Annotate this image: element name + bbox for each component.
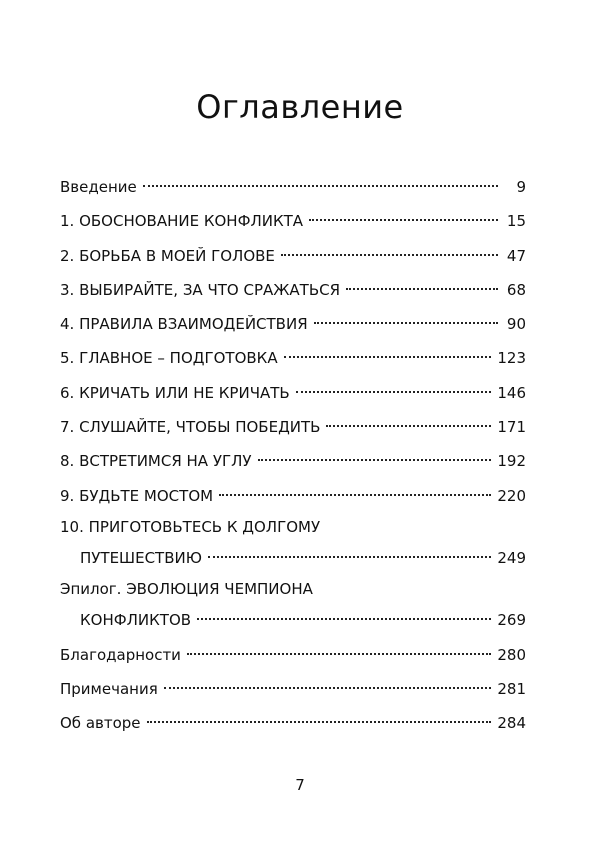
dot-leader <box>208 556 491 558</box>
toc-entry-page: 146 <box>497 383 526 402</box>
toc-entry-label: 7. СЛУШАЙТЕ, ЧТОБЫ ПОБЕДИТЬ <box>60 418 321 437</box>
toc-entry-epilogue[interactable] <box>60 575 526 637</box>
toc-entry-chapter-1[interactable] <box>60 204 526 238</box>
toc-entry-page: 192 <box>497 452 526 471</box>
toc-entry-notes[interactable] <box>60 672 526 706</box>
toc-entry-page: 47 <box>506 246 526 265</box>
toc-entry-page: 90 <box>506 315 526 334</box>
dot-leader <box>284 356 492 358</box>
toc-entry-chapter-2[interactable] <box>60 239 526 273</box>
table-of-contents <box>60 170 526 740</box>
toc-entry-chapter-6[interactable] <box>60 376 526 410</box>
toc-entry-acknowledgements[interactable] <box>60 638 526 672</box>
toc-entry-chapter-4[interactable] <box>60 307 526 341</box>
toc-entry-chapter-7[interactable] <box>60 410 526 444</box>
dot-leader <box>326 425 491 427</box>
page-number: 7 <box>295 776 305 794</box>
dot-leader <box>164 687 492 689</box>
toc-entry-label: 8. ВСТРЕТИМСЯ НА УГЛУ <box>60 452 252 471</box>
toc-entry-page: 123 <box>497 349 526 368</box>
dot-leader <box>314 322 498 324</box>
toc-entry-label: Введение <box>60 178 137 196</box>
dot-leader <box>309 219 498 221</box>
dot-leader <box>258 459 492 461</box>
toc-entry-label: 4. ПРАВИЛА ВЗАИМОДЕЙСТВИЯ <box>60 315 308 334</box>
toc-entry-page: 269 <box>497 611 526 630</box>
toc-entry-chapter-5[interactable] <box>60 341 526 375</box>
toc-entry-page: 284 <box>497 714 526 733</box>
toc-entry-label: Об авторе <box>60 714 141 733</box>
page-title: Оглавление <box>196 88 404 126</box>
toc-entry-label: Примечания <box>60 679 158 698</box>
toc-entry-label: 3. ВЫБИРАЙТЕ, ЗА ЧТО СРАЖАТЬСЯ <box>60 280 341 299</box>
dot-leader <box>147 721 492 723</box>
dot-leader <box>197 618 491 620</box>
toc-entry-chapter-8[interactable] <box>60 444 526 478</box>
toc-entry-page: 68 <box>506 280 526 299</box>
toc-entry-chapter-9[interactable] <box>60 479 526 513</box>
toc-entry-label: 9. БУДЬТЕ МОСТОМ <box>60 486 214 505</box>
toc-entry-label-line-2: КОНФЛИКТОВ <box>80 611 192 630</box>
toc-entry-page: 15 <box>506 212 526 231</box>
toc-entry-label: Благодарности <box>60 645 181 664</box>
toc-entry-label-line-2: ПУТЕШЕСТВИЮ <box>80 548 202 567</box>
toc-entry-introduction[interactable] <box>60 170 526 204</box>
toc-entry-label-line-1: 10. ПРИГОТОВЬТЕСЬ К ДОЛГОМУ <box>60 517 321 536</box>
dot-leader <box>187 653 491 655</box>
dot-leader <box>143 185 498 187</box>
toc-entry-chapter-10[interactable] <box>60 513 526 575</box>
toc-entry-about-author[interactable] <box>60 706 526 740</box>
toc-entry-page: 280 <box>497 645 526 664</box>
dot-leader <box>346 288 498 290</box>
toc-entry-page: 249 <box>497 548 526 567</box>
toc-entry-page: 9 <box>516 178 526 196</box>
toc-entry-page: 220 <box>497 486 526 505</box>
dot-leader <box>219 494 491 496</box>
toc-entry-label: 6. КРИЧАТЬ ИЛИ НЕ КРИЧАТЬ <box>60 383 290 402</box>
dot-leader <box>281 254 498 256</box>
dot-leader <box>296 391 492 393</box>
toc-entry-page: 171 <box>497 418 526 437</box>
toc-entry-page: 281 <box>497 679 526 698</box>
toc-entry-chapter-3[interactable] <box>60 273 526 307</box>
toc-entry-label: 5. ГЛАВНОЕ – ПОДГОТОВКА <box>60 349 278 368</box>
toc-entry-label: 2. БОРЬБА В МОЕЙ ГОЛОВЕ <box>60 246 275 265</box>
toc-entry-label: 1. ОБОСНОВАНИЕ КОНФЛИКТА <box>60 212 304 231</box>
toc-entry-label-line-1: Эпилог. ЭВОЛЮЦИЯ ЧЕМПИОНА <box>60 580 313 599</box>
